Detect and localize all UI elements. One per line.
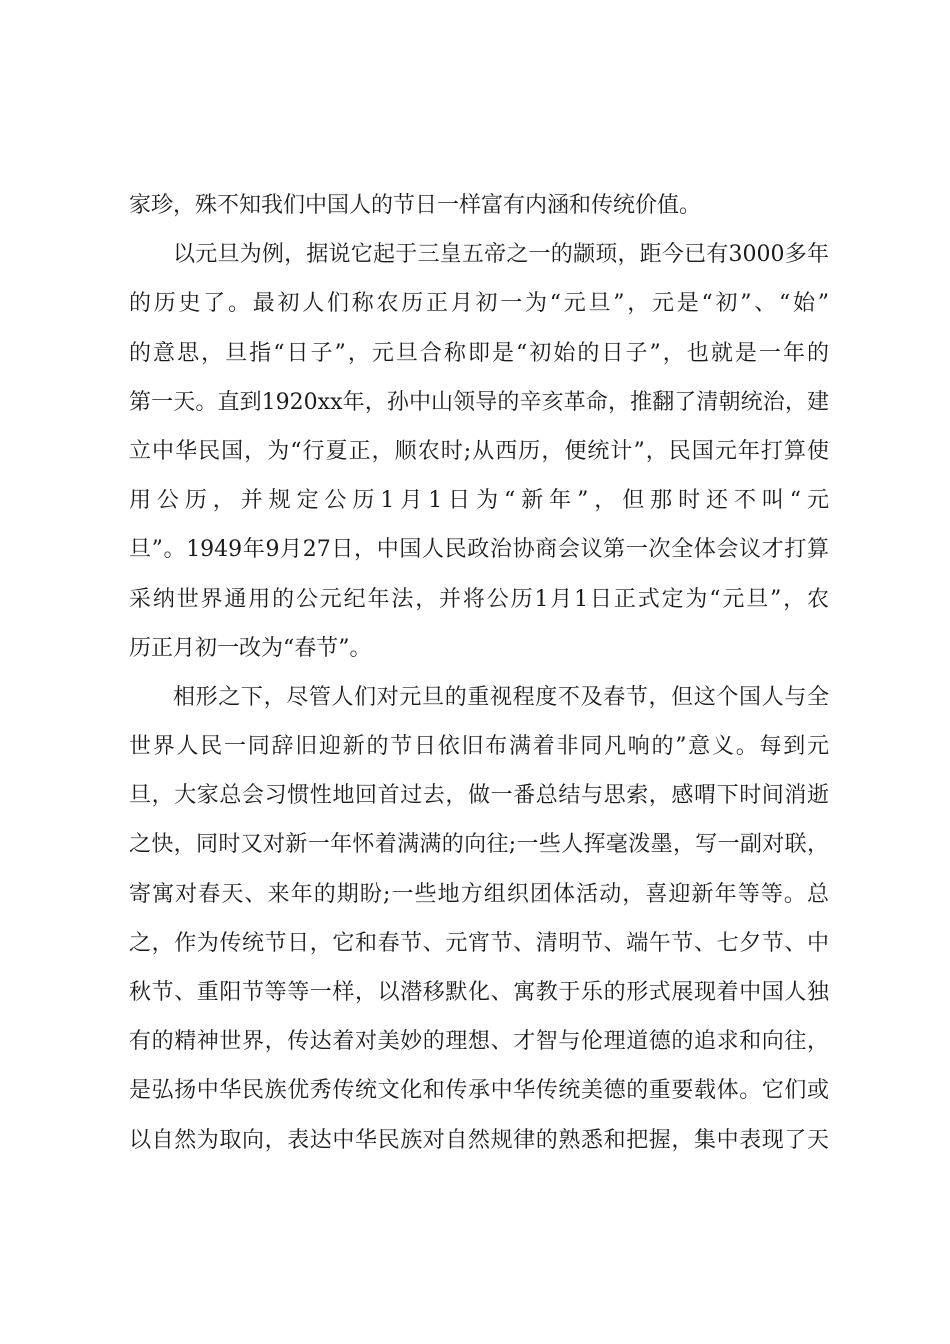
text-line: 之，作为传统节日，它和春节、元宵节、清明节、端午节、七夕节、中 — [129, 930, 829, 956]
text-line: 是弘扬中华民族优秀传统文化和传承中华传统美德的重要载体。它们或 — [129, 1078, 829, 1104]
text-line: 采纳世界通用的公元纪年法，并将公历1月1日正式定为“元旦”，农 — [129, 586, 829, 612]
document-body — [129, 187, 829, 1171]
text-line: 寄寓对春天、来年的期盼;一些地方组织团体活动，喜迎新年等等。总 — [129, 881, 829, 907]
text-line: 家珍，殊不知我们中国人的节日一样富有内涵和传统价值。 — [129, 193, 702, 218]
text-line: 用公历，并规定公历1月1日为“新年”，但那时还不叫“元 — [129, 488, 829, 514]
text-line: 世界人民一同辞旧迎新的节日依旧布满着非同凡响的”意义。每到元 — [129, 734, 829, 760]
text-line: 的历史了。最初人们称农历正月初一为“元旦”，元是“初”、“始” — [129, 291, 829, 317]
text-line: 的意思，旦指“日子”，元旦合称即是“初始的日子”，也就是一年的 — [129, 340, 829, 366]
text-line: 之快，同时又对新一年怀着满满的向往;一些人挥毫泼墨，写一副对联， — [129, 832, 829, 858]
text-line: 以元旦为例，据说它起于三皇五帝之一的颛顼，距今已有3000多年 — [173, 242, 829, 268]
text-line: 历正月初一改为“春节”。 — [129, 635, 372, 661]
text-line: 旦，大家总会习惯性地回首过去，做一番总结与思索，感喟下时间消逝 — [129, 783, 829, 809]
text-line: 相形之下，尽管人们对元旦的重视程度不及春节，但这个国人与全 — [173, 684, 829, 710]
text-line: 立中华民国，为“行夏正，顺农时;从西历，便统计”，民国元年打算使 — [129, 438, 829, 464]
text-line: 秋节、重阳节等等一样，以潜移默化、寓教于乐的形式展现着中国人独 — [129, 980, 829, 1005]
text-line: 有的精神世界，传达着对美妙的理想、才智与伦理道德的追求和向往， — [129, 1029, 829, 1055]
text-line: 第一天。直到1920xx年，孙中山领导的辛亥革命，推翻了清朝统治，建 — [129, 389, 829, 415]
text-line: 以自然为取向，表达中华民族对自然规律的熟悉和把握，集中表现了天 — [129, 1127, 829, 1153]
text-line: 旦”。1949年9月27日，中国人民政治协商会议第一次全体会议才打算 — [129, 537, 829, 563]
